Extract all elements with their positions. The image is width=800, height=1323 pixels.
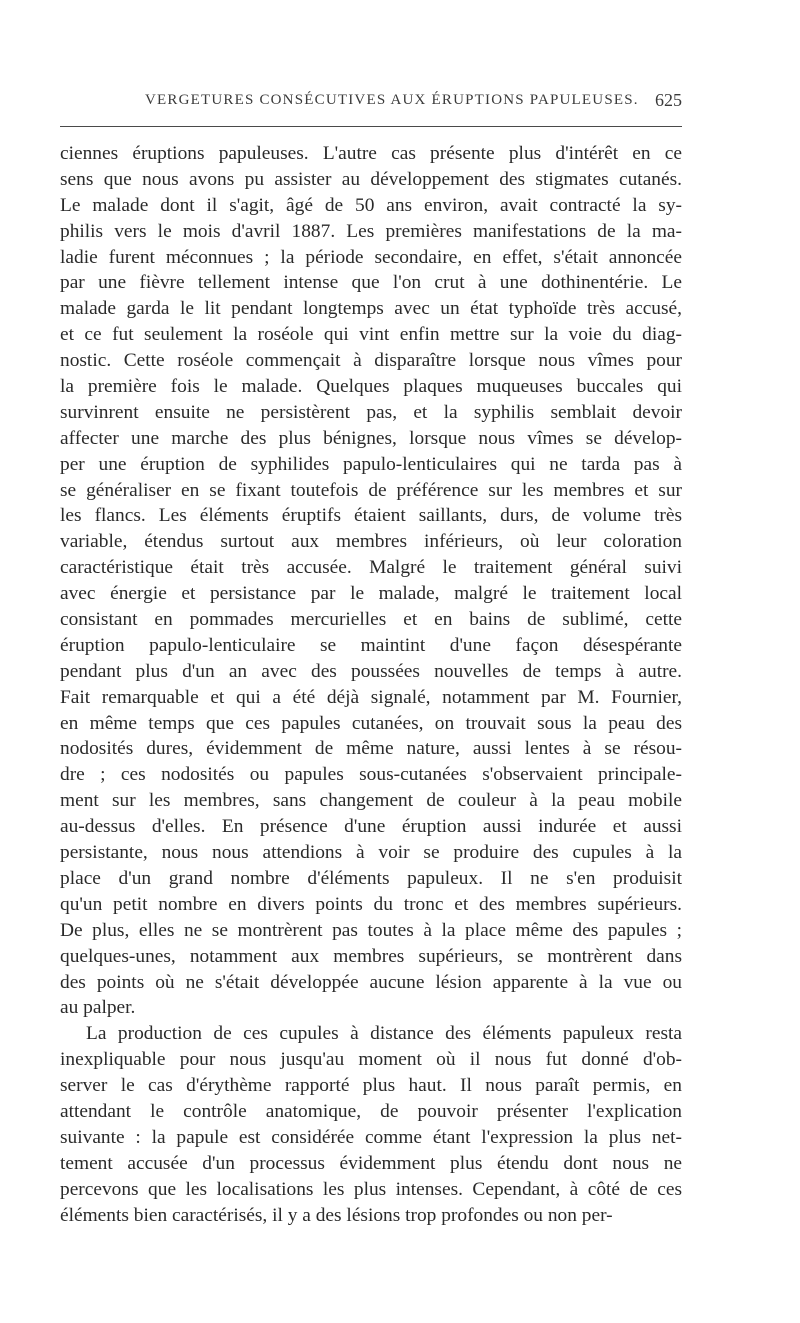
text-line: consistant en pommades mercurielles et en bains de sublimé, cette — [60, 609, 682, 631]
text-line: De plus, elles ne se montrèrent pas toutes à la place même des papules ; — [60, 919, 682, 941]
text-line: nostic. Cette roséole commençait à disparaître lorsque nous vîmes pour — [60, 350, 682, 372]
text-line: suivante : la papule est considérée comme étant l'expression la plus net- — [60, 1126, 682, 1148]
text-line: se généraliser en se fixant toutefois de préférence sur les membres et sur — [60, 479, 682, 501]
text-line: caractéristique était très accusée. Malgré le traitement général suivi — [60, 557, 682, 579]
text-line: attendant le contrôle anatomique, de pouvoir présenter l'explication — [60, 1100, 682, 1122]
text-line: Fait remarquable et qui a été déjà signalé, notamment par M. Fournier, — [60, 686, 682, 708]
text-line: nodosités dures, évidemment de même nature, aussi lentes à se résou- — [60, 738, 682, 760]
text-line: en même temps que ces papules cutanées, on trouvait sous la peau des — [60, 712, 682, 734]
text-line: pendant plus d'un an avec des poussées nouvelles de temps à autre. — [60, 660, 682, 682]
text-line: La production de ces cupules à distance des éléments papuleux resta — [86, 1023, 682, 1045]
text-line: inexpliquable pour nous jusqu'au moment où il nous fut donné d'ob- — [60, 1049, 682, 1071]
text-line: ment sur les membres, sans changement de couleur à la peau mobile — [60, 790, 682, 812]
text-line: dre ; ces nodosités ou papules sous-cutanées s'observaient principale- — [60, 764, 682, 786]
text-line: les flancs. Les éléments éruptifs étaient saillants, durs, de volume très — [60, 505, 682, 527]
page-header — [60, 86, 682, 116]
text-line: éléments bien caractérisés, il y a des lésions trop profondes ou non per- — [60, 1204, 613, 1226]
text-line: malade garda le lit pendant longtemps avec un état typhoïde très accusé, — [60, 298, 682, 320]
text-line: variable, étendus surtout aux membres inférieurs, où leur coloration — [60, 531, 682, 553]
text-line: éruption papulo-lenticulaire se maintint d'une façon désespérante — [60, 634, 682, 656]
text-line: ladie furent méconnues ; la période secondaire, en effet, s'était annoncée — [60, 246, 682, 268]
text-line: et ce fut seulement la roséole qui vint enfin mettre sur la voie du diag- — [60, 324, 682, 346]
text-line: ciennes éruptions papuleuses. L'autre cas présente plus d'intérêt en ce — [60, 143, 682, 164]
page-number: 625 — [655, 90, 682, 110]
text-line: qu'un petit nombre en divers points du tronc et des membres supérieurs. — [60, 893, 682, 915]
header-rule — [60, 126, 682, 127]
body-text — [60, 141, 682, 1228]
text-line: server le cas d'érythème rapporté plus haut. Il nous paraît permis, en — [60, 1075, 682, 1097]
text-line: percevons que les localisations les plus intenses. Cependant, à côté de ces — [60, 1178, 682, 1200]
text-line: persistante, nous nous attendions à voir se produire des cupules à la — [60, 842, 682, 864]
text-line: Le malade dont il s'agit, âgé de 50 ans environ, avait contracté la sy- — [60, 194, 682, 216]
text-line: des points où ne s'était développée aucune lésion apparente à la vue ou — [60, 971, 682, 993]
text-line: philis vers le mois d'avril 1887. Les premières manifestations de la ma- — [60, 220, 682, 242]
text-line: avec énergie et persistance par le malade, malgré le traitement local — [60, 583, 682, 605]
text-line: au-dessus d'elles. En présence d'une éruption aussi indurée et aussi — [60, 816, 682, 838]
text-line: sens que nous avons pu assister au développement des stigmates cutanés. — [60, 168, 682, 190]
text-line: per une éruption de syphilides papulo-lenticulaires qui ne tarda pas à — [60, 453, 682, 475]
running-title: VERGETURES CONSÉCUTIVES AUX ÉRUPTIONS PAPULEUSES. — [145, 92, 639, 108]
text-line: place d'un grand nombre d'éléments papuleux. Il ne s'en produisit — [60, 867, 682, 889]
text-line: survinrent ensuite ne persistèrent pas, et la syphilis semblait devoir — [60, 401, 682, 423]
text-line: tement accusée d'un processus évidemment plus étendu dont nous ne — [60, 1152, 682, 1174]
text-line: par une fièvre tellement intense que l'on crut à une dothinentérie. Le — [60, 272, 682, 294]
text-line: affecter une marche des plus bénignes, lorsque nous vîmes se dévelop- — [60, 427, 682, 449]
text-line: quelques-unes, notamment aux membres supérieurs, se montrèrent dans — [60, 945, 682, 967]
text-line: au palper. — [60, 997, 136, 1019]
text-line: la première fois le malade. Quelques plaques muqueuses buccales qui — [60, 376, 682, 398]
